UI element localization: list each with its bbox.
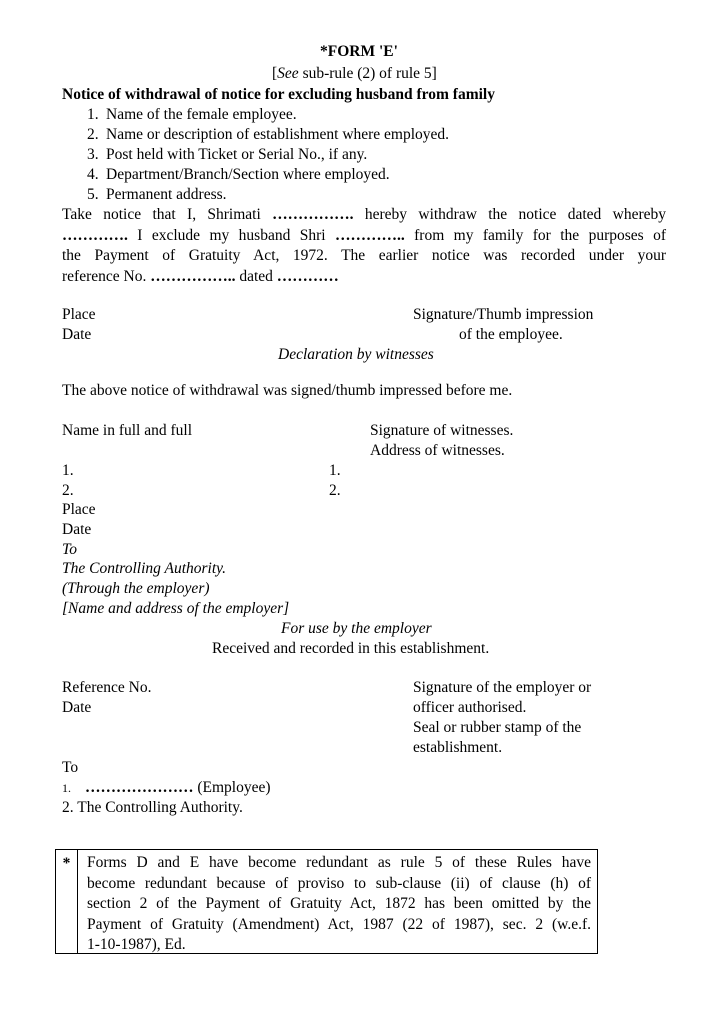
declaration-heading: Declaration by witnesses [278, 346, 434, 363]
list-item: Post held with Ticket or Serial No., if any. [106, 146, 368, 163]
para-line-1 [62, 205, 666, 226]
footnote-line: become redundant because of proviso to sub-clause (ii) of clause (h) of [87, 874, 591, 892]
para-line-4 [62, 267, 339, 287]
through-employer: (Through the employer) [62, 580, 210, 597]
of-employee-label: of the employee. [459, 326, 563, 343]
place-label: Place [62, 306, 96, 323]
para-text: reference No. [62, 267, 147, 285]
recipient-num: 1. [62, 781, 71, 795]
para-text: hereby withdraw the notice dated whereby [364, 206, 667, 223]
para-line-2 [62, 226, 666, 247]
subrule-open: [ [272, 65, 278, 82]
list-item: Name or description of establishment where employed. [106, 126, 450, 143]
list-item: Name of the female employee. [106, 106, 297, 123]
form-title: *FORM 'E' [320, 43, 398, 60]
witness-2-signature: 2. [329, 482, 341, 499]
date-label-2: Date [62, 521, 92, 538]
para-text: Take notice that I, Shrimati [62, 206, 261, 223]
date-label-3: Date [62, 699, 92, 716]
footnote-box [55, 849, 598, 954]
name-full-label: Name in full and full [62, 422, 192, 439]
for-use-heading: For use by the employer [281, 620, 432, 637]
establishment-label: establishment. [413, 739, 503, 756]
footnote-text [87, 853, 591, 956]
reference-no-label: Reference No. [62, 679, 152, 696]
signature-witnesses-label: Signature of witnesses. [370, 422, 514, 439]
witness-1-signature: 1. [329, 462, 341, 479]
form-heading: Notice of withdrawal of notice for excluding husband from family [62, 86, 495, 103]
blank-dots: …………. [62, 226, 128, 244]
recipient-employee [62, 778, 271, 798]
place-label-2: Place [62, 501, 96, 518]
blank-dots: ………… [276, 267, 339, 285]
signature-employer-label: Signature of the employer or [413, 679, 592, 696]
para-text: from my family for the purposes of [414, 226, 666, 244]
blank-dots: …………….. [150, 267, 236, 285]
footnote-line: section 2 of the Payment of Gratuity Act, 1872 has been omitted by the [87, 895, 591, 912]
footnote-line: Payment of Gratuity (Amendment) Act, 1987 (22 of 1987), sec. 2 (w.e.f. [87, 915, 591, 933]
footnote-line: 1-10-1987), Ed. [87, 936, 186, 953]
blank-dots: ……………. [272, 206, 354, 223]
officer-authorised-label: officer authorised. [413, 699, 527, 716]
signature-thumb-label: Signature/Thumb impression [413, 306, 594, 323]
date-label: Date [62, 326, 92, 343]
blank-dots: ………….. [334, 226, 405, 244]
list-item-num: 3. [87, 146, 99, 163]
to-label-2: To [62, 759, 79, 776]
list-item-num: 4. [87, 166, 99, 183]
list-item: Department/Branch/Section where employed. [106, 166, 390, 183]
received-recorded: Received and recorded in this establishment. [212, 640, 490, 657]
witness-1-name: 1. [62, 462, 74, 479]
subrule-see: See [277, 65, 299, 82]
seal-label: Seal or rubber stamp of the [413, 719, 582, 736]
para-text: dated [239, 267, 273, 285]
para-text: I exclude my husband Shri [137, 226, 326, 244]
address-witnesses-label: Address of witnesses. [370, 442, 505, 459]
subrule-rest: sub-rule (2) of rule 5] [298, 65, 437, 82]
footnote-star: * [56, 850, 78, 953]
list-item-num: 1. [87, 106, 99, 123]
subrule-reference [272, 64, 437, 84]
blank-dots: ………………… [85, 779, 194, 796]
employer-name-address: [Name and address of the employer] [62, 600, 290, 617]
list-item-num: 5. [87, 186, 99, 203]
recipient-controlling-authority: 2. The Controlling Authority. [62, 799, 243, 816]
to-label: To [62, 541, 77, 558]
list-item: Permanent address. [106, 186, 227, 203]
list-item-num: 2. [87, 126, 99, 143]
above-notice-text: The above notice of withdrawal was signed/thumb impressed before me. [62, 382, 513, 399]
para-line-3: the Payment of Gratuity Act, 1972. The earlier notice was recorded under your [62, 247, 666, 264]
footnote-line: Forms D and E have become redundant as rule 5 of these Rules have [87, 854, 591, 871]
witness-2-name: 2. [62, 482, 74, 499]
recipient-employee-text: (Employee) [193, 779, 271, 796]
controlling-authority: The Controlling Authority. [62, 560, 227, 577]
